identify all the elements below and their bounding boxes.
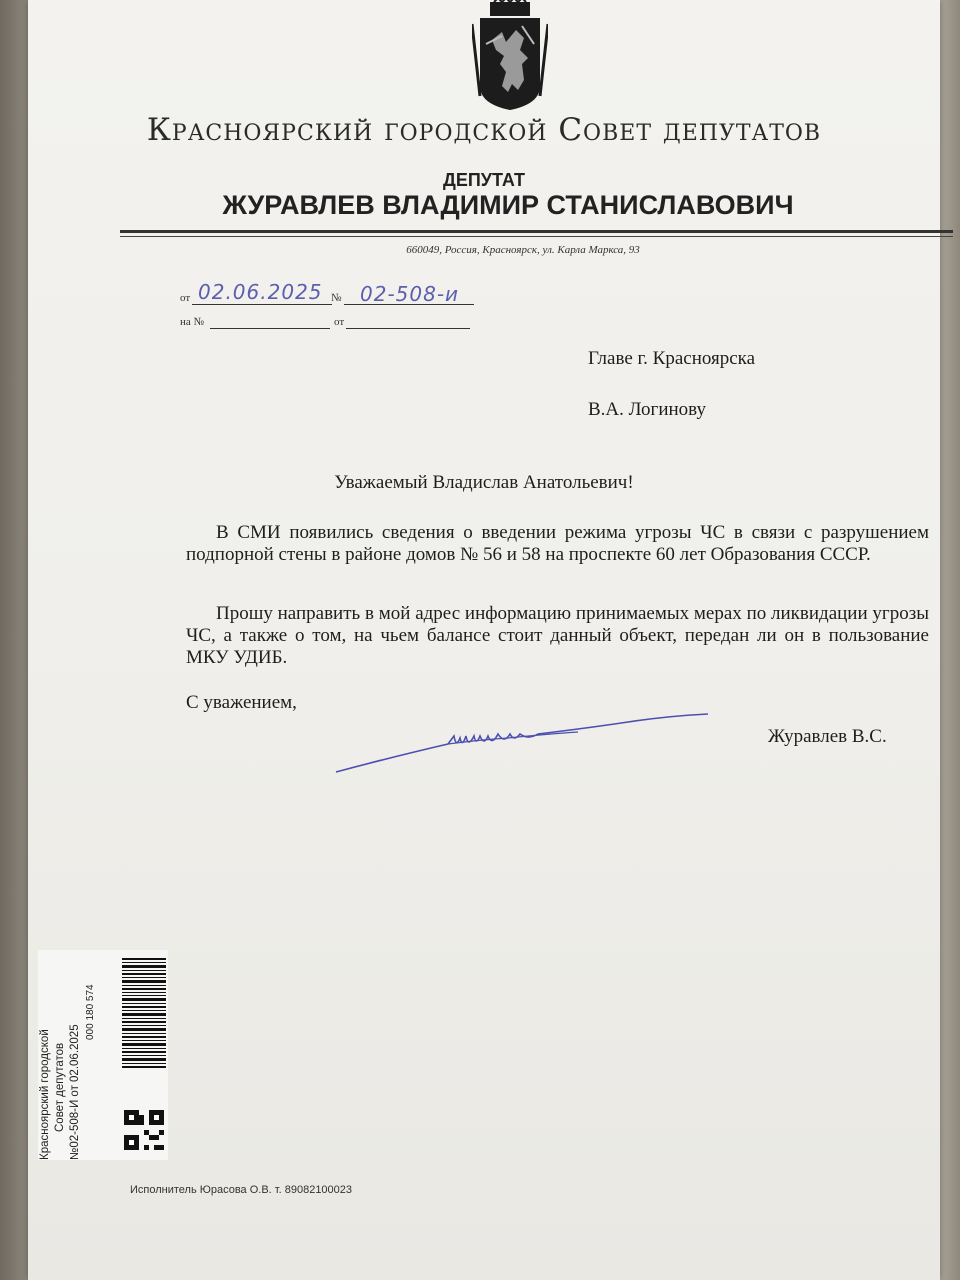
body-paragraph-2: Прошу направить в мой адрес информацию принимаемых мерах по ликвидации угрозы ЧС, а также о том, на чьем балансе стоит данный объект, передан ли он в пользование МКУ УДИБ. <box>186 603 929 668</box>
salutation: Уважаемый Владислав Анатольевич! <box>334 472 634 493</box>
reply-date-line <box>346 328 470 329</box>
qr-code-icon <box>124 1110 164 1150</box>
number-handwritten: 02-508-и <box>360 282 460 306</box>
body-paragraph-1: В СМИ появились сведения о введении режима угрозы ЧС в связи с разрушением подпорной стены в районе домов № 56 и 58 на проспекте 60 лет Образования СССР. <box>186 522 929 565</box>
from-label: от <box>180 292 191 304</box>
reply-from-label: от <box>334 316 345 328</box>
deputy-label: ДЕПУТАТ <box>443 170 525 190</box>
registration-sticker <box>38 950 168 1160</box>
reply-number-label: на № <box>180 316 205 328</box>
executor-line: Исполнитель Юрасова О.В. т. 89082100023 <box>130 1184 353 1196</box>
date-handwritten: 02.06.2025 <box>198 280 323 304</box>
sticker-barcode-number: 000 180 574 <box>85 984 96 1040</box>
signer-name: Журавлев В.С. <box>768 726 887 747</box>
closing: С уважением, <box>186 692 297 713</box>
sticker-line-3: №02-508-И от 02.06.2025 <box>69 1024 81 1160</box>
number-label: № <box>331 292 342 304</box>
sticker-line-1: Красноярский городской <box>39 1029 51 1160</box>
sticker-line-2: Совет депутатов <box>54 1042 66 1132</box>
recipient-name: В.А. Логинову <box>588 399 707 420</box>
krasnoyarsk-coat-of-arms-icon <box>472 0 548 114</box>
header-rule-thin <box>120 236 953 237</box>
reply-number-line <box>210 328 330 329</box>
council-title: Красноярский городской Совет депутатов <box>146 112 822 148</box>
letter-page <box>28 0 940 1280</box>
recipient-title: Главе г. Красноярска <box>588 348 756 369</box>
letterhead-address: 660049, Россия, Красноярск, ул. Карла Маркса, 93 <box>406 244 640 256</box>
signature-icon <box>328 700 718 780</box>
barcode-icon <box>122 958 166 1070</box>
date-line <box>192 304 332 305</box>
header-rule-thick <box>120 230 953 233</box>
deputy-name: ЖУРАВЛЕВ ВЛАДИМИР СТАНИСЛАВОВИЧ <box>222 190 794 220</box>
